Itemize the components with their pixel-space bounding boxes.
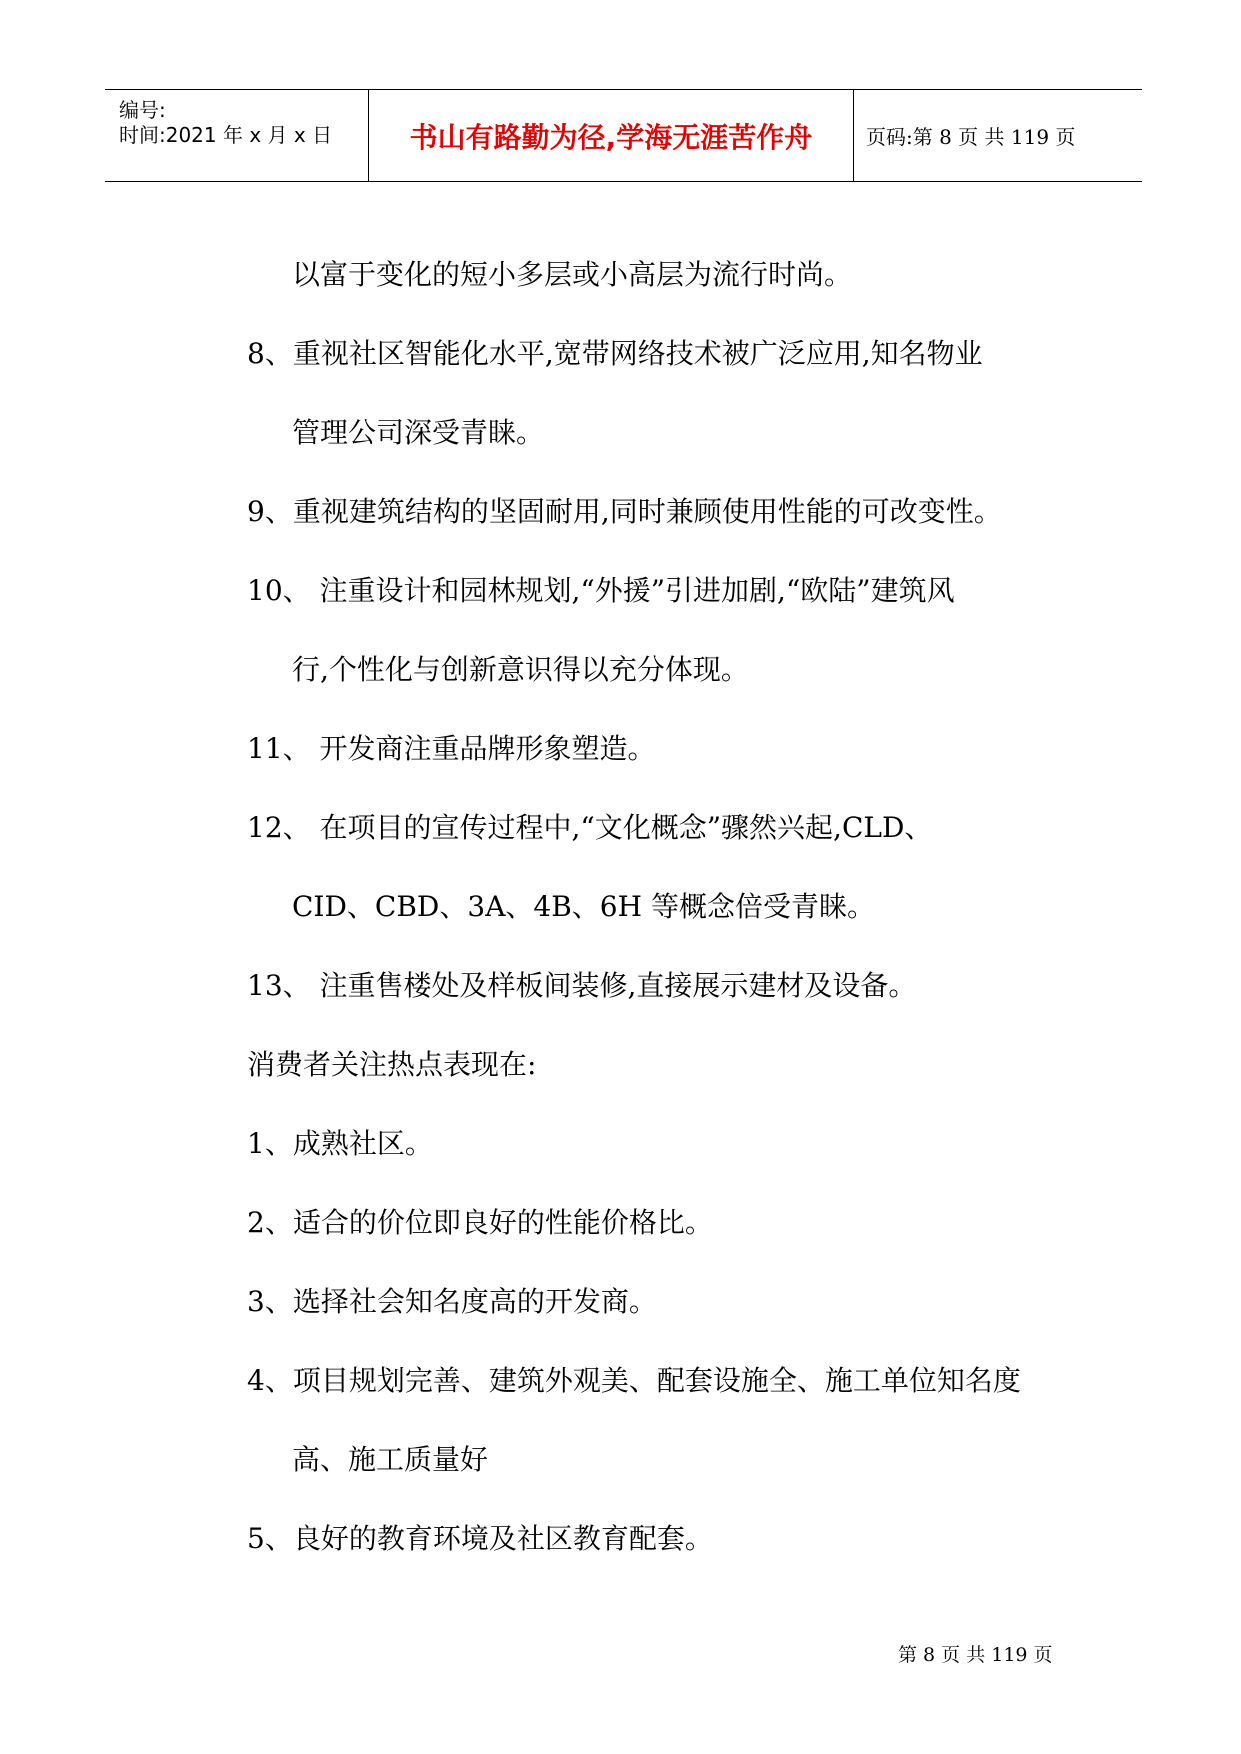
body-line: 高、施工质量好 bbox=[292, 1443, 489, 1476]
list-item: 2、适合的价位即良好的性能价格比。 bbox=[247, 1206, 713, 1239]
section-heading: 消费者关注热点表现在: bbox=[247, 1048, 537, 1081]
list-item: 1、成熟社区。 bbox=[247, 1127, 433, 1160]
body-line: 以富于变化的短小多层或小高层为流行时尚。 bbox=[292, 258, 853, 291]
list-item: 10、 注重设计和园林规划,“外援”引进加剧,“欧陆”建筑风 bbox=[247, 574, 955, 607]
document-time-label: 时间:2021 年 x 月 x 日 bbox=[119, 123, 333, 147]
header-page-info: 页码:第 8 页 共 119 页 bbox=[866, 125, 1076, 149]
list-item: 13、 注重售楼处及样板间装修,直接展示建材及设备。 bbox=[247, 969, 917, 1002]
list-item: 8、重视社区智能化水平,宽带网络技术被广泛应用,知名物业 bbox=[247, 337, 983, 370]
header-motto: 书山有路勤为径,学海无涯苦作舟 bbox=[369, 90, 854, 181]
body-line: 行,个性化与创新意识得以充分体现。 bbox=[292, 653, 749, 686]
document-number-label: 编号: bbox=[119, 98, 166, 122]
page-footer: 第 8 页 共 119 页 bbox=[898, 1644, 1053, 1666]
page-header bbox=[105, 89, 1142, 182]
list-item: 12、 在项目的宣传过程中,“文化概念”骤然兴起,CLD、 bbox=[247, 811, 933, 844]
body-line: 管理公司深受青睐。 bbox=[292, 416, 545, 449]
list-item: 4、项目规划完善、建筑外观美、配套设施全、施工单位知名度 bbox=[247, 1364, 1021, 1397]
body-line: CID、CBD、3A、4B、6H 等概念倍受青睐。 bbox=[292, 890, 875, 923]
list-item: 11、 开发商注重品牌形象塑造。 bbox=[247, 732, 656, 765]
list-item: 3、选择社会知名度高的开发商。 bbox=[247, 1285, 657, 1318]
list-item: 9、重视建筑结构的坚固耐用,同时兼顾使用性能的可改变性。 bbox=[247, 495, 1002, 528]
header-left-cell bbox=[105, 90, 369, 181]
list-item: 5、良好的教育环境及社区教育配套。 bbox=[247, 1522, 713, 1555]
